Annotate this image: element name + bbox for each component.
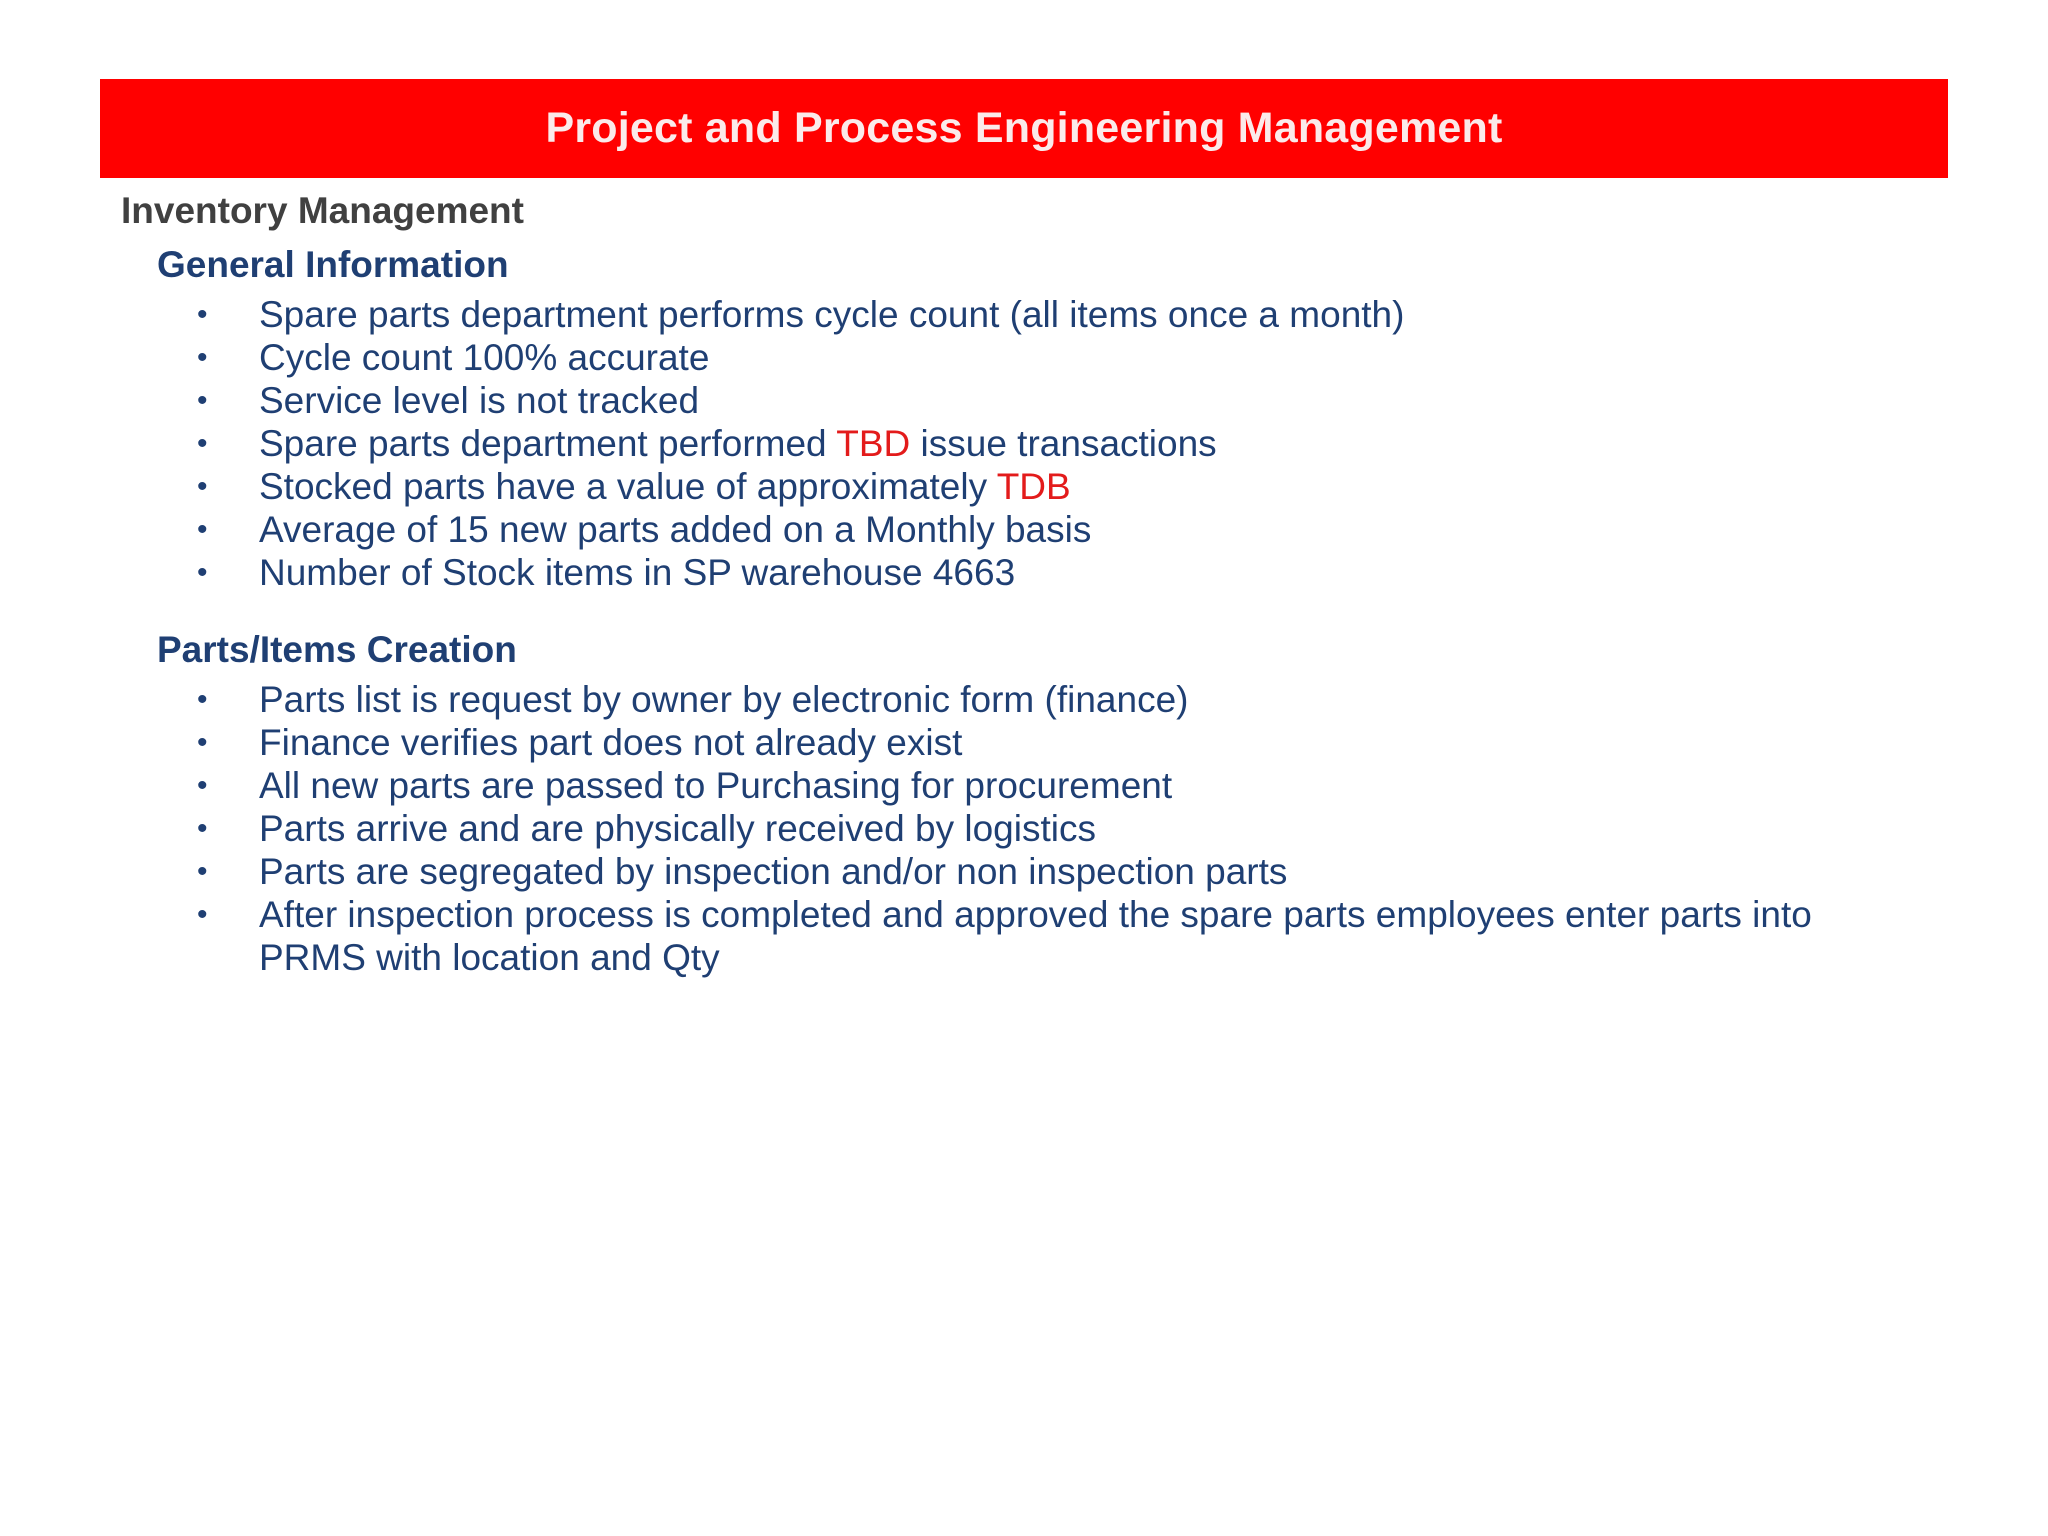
list-item: [197, 678, 1917, 721]
parts-items-creation-heading: Parts/Items Creation: [157, 629, 517, 670]
list-item-text: All new parts are passed to Purchasing for procurement: [259, 765, 1173, 806]
bullet-icon: •: [197, 298, 208, 331]
bullet-icon: •: [197, 683, 208, 716]
bullet-icon: •: [197, 384, 208, 417]
title-banner: [100, 79, 1948, 178]
list-item-text: After inspection process is completed and approved the spare parts employees enter parts into PRMS with location and Qty: [259, 894, 1812, 978]
bullet-icon: •: [197, 556, 208, 589]
banner-title: Project and Process Engineering Management: [545, 104, 1503, 152]
list-item-text: Service level is not tracked: [259, 380, 700, 421]
section-title: Inventory Management: [121, 190, 524, 231]
list-item-text: Parts arrive and are physically received by logistics: [259, 808, 1096, 849]
bullet-icon: •: [197, 812, 208, 845]
list-item: [197, 850, 1917, 893]
list-item-text: Spare parts department performs cycle count (all items once a month): [259, 294, 1405, 335]
list-item: [197, 721, 1917, 764]
general-information-list: [197, 293, 1917, 594]
tdb-highlight: TDB: [996, 466, 1071, 507]
bullet-icon: •: [197, 470, 208, 503]
list-item-text: Spare parts department performed: [259, 423, 837, 464]
list-item: [197, 508, 1917, 551]
tbd-highlight: TBD: [836, 423, 911, 464]
list-item: [197, 379, 1917, 422]
list-item-text: issue transactions: [910, 423, 1217, 464]
list-item-text: Cycle count 100% accurate: [259, 337, 710, 378]
bullet-icon: •: [197, 341, 208, 374]
bullet-icon: •: [197, 427, 208, 460]
list-item: [197, 893, 1917, 979]
list-item-text: Stocked parts have a value of approximately: [259, 466, 997, 507]
list-item: [197, 336, 1917, 379]
general-information-heading: General Information: [157, 244, 509, 285]
list-item-text: Parts list is request by owner by electronic form (finance): [259, 679, 1189, 720]
bullet-icon: •: [197, 769, 208, 802]
list-item: [197, 551, 1917, 594]
bullet-icon: •: [197, 898, 208, 931]
list-item: [197, 807, 1917, 850]
list-item: [197, 422, 1917, 465]
list-item: [197, 465, 1917, 508]
bullet-icon: •: [197, 513, 208, 546]
list-item-text: Finance verifies part does not already exist: [259, 722, 963, 763]
parts-items-creation-list: [197, 678, 1917, 979]
list-item: [197, 764, 1917, 807]
list-item-text: Parts are segregated by inspection and/or non inspection parts: [259, 851, 1288, 892]
list-item: [197, 293, 1917, 336]
list-item-text: Number of Stock items in SP warehouse 4663: [259, 552, 1016, 593]
bullet-icon: •: [197, 855, 208, 888]
bullet-icon: •: [197, 726, 208, 759]
list-item-text: Average of 15 new parts added on a Monthly basis: [259, 509, 1092, 550]
